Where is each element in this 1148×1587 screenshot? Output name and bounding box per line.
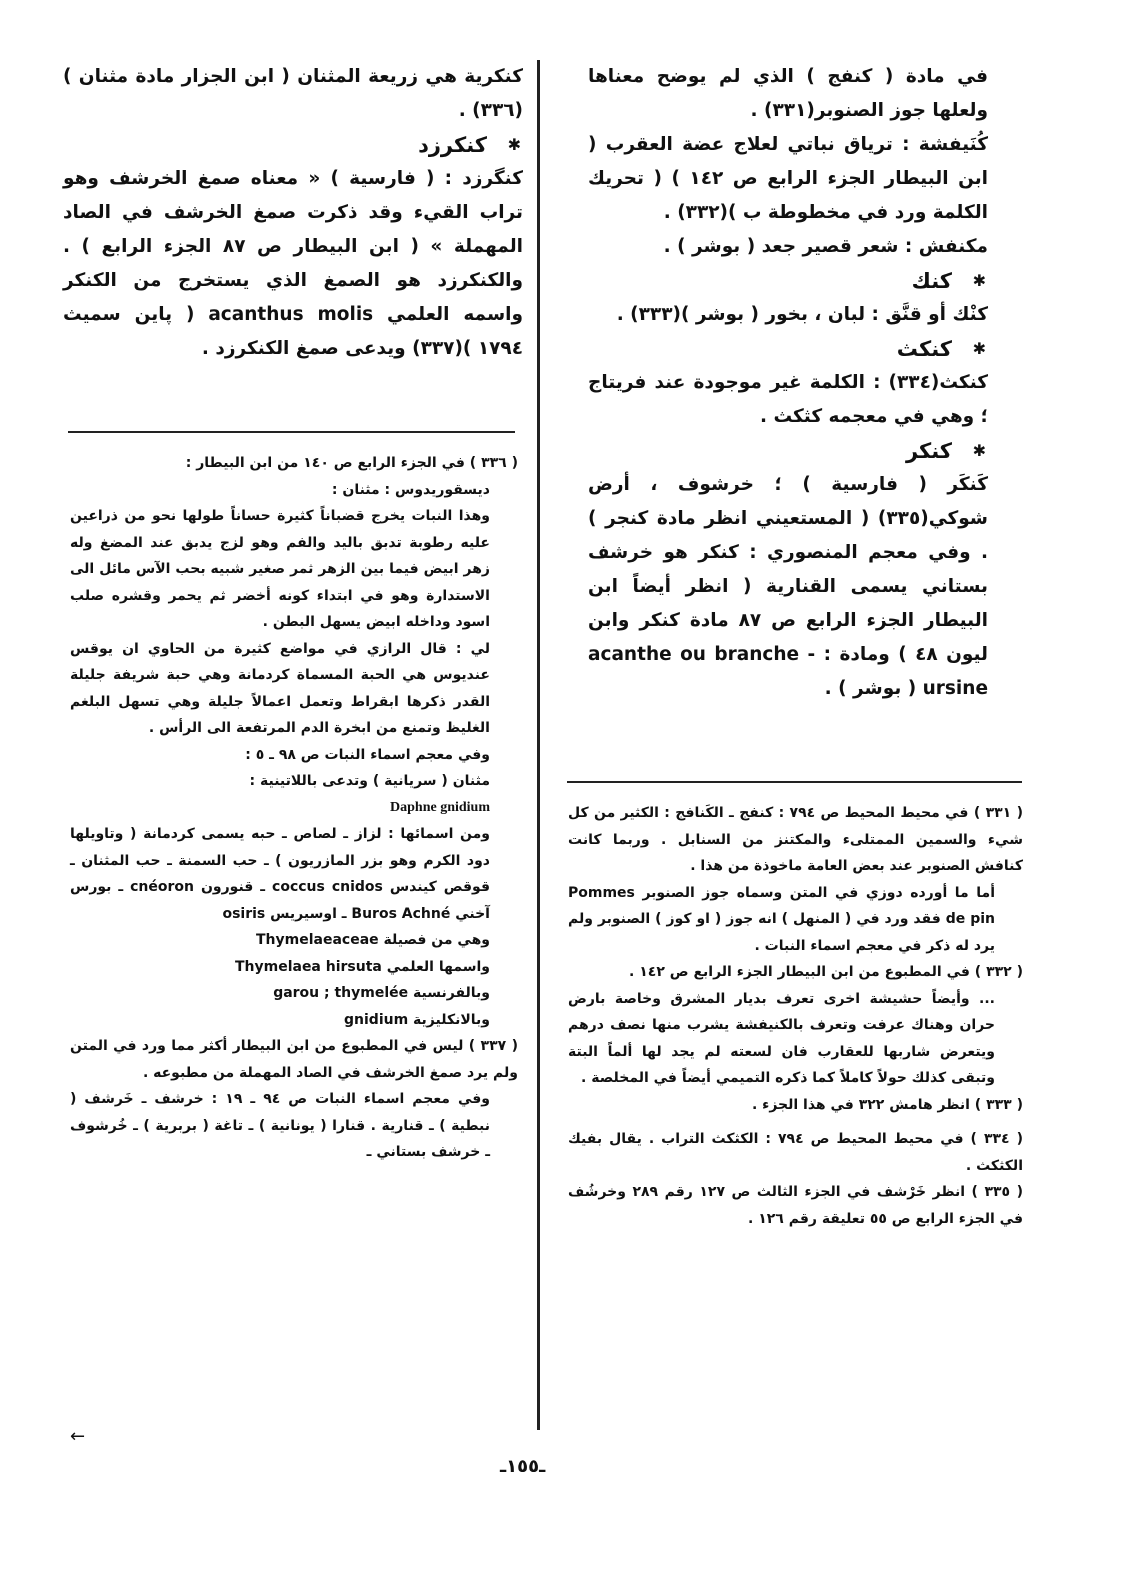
left-footnote-line: وفي معجم اسماء النبات ص ٩٤ ـ ١٩ : خرشف ـ خَرشف ( نبطية ) ـ قنارية . قنارا ( يونانية ) ـ تاغة ( بربرية ) ـ خُرشوف ـ خرشف بستاني ـ — [70, 1091, 490, 1160]
right-column — [588, 60, 988, 706]
right-footnote-line: أما ما أورده دوزي في المتن وسماه جوز الصنوبر Pommes de pin فقد ورد في ( المنهل ) انه جوز ( او كوز ) الصنوبر ولم يرد له ذكر في معجم اسماء النبات . — [568, 884, 995, 954]
right-footnote-line: ( ٣٣٤ ) في محيط المحيط ص ٧٩٤ : الكثكث التراب . يقال بفيك الكثكث . — [568, 1131, 1023, 1174]
left-footnote-line: وبالفرنسية garou ; thymelée — [273, 985, 490, 1001]
footnote-rule-right — [567, 781, 1022, 783]
right-footnote-line: ... وأيضاً حشيشة اخرى تعرف بديار المشرق وخاصة بارض حران وهناك عرفت وتعرف بالكنيفشة يشرب منها نصف درهم ويتعرض شاربها للعقارب فان لسعته لم يجد لها ألماً البتة وتبقى كذلك حولاً كاملاً كما ذكره التميمي أيضاً في المخلصة . — [568, 990, 995, 1086]
right-paragraph: في مادة ( كنفج ) الذي لم يوضح معناها ولعلها جوز الصنوبر(٣٣١) . — [588, 66, 988, 121]
left-footnote-line: واسمها العلمي Thymelaea hirsuta — [234, 958, 490, 975]
left-paragraph: كنگرزد : ( فارسية ) « معناه صمغ الخرشف وهو تراب القيء وقد ذكرت صمغ الخرشف في الصاد المهملة » ( ابن البيطار ص ٨٧ الجزء الرابع ) . والكنكرزد هو الصمغ الذي يستخرج من الكنكر واسمه العلمي acanthus molis ( پاين سميث ١٧٩٤ )(٣٣٧) ويدعى صمغ الكنكرزد . — [63, 168, 523, 359]
right-paragraph: كنكث(٣٣٤) : الكلمة غير موجودة عند فريتاج ؛ وهي في معجمه كثكث . — [588, 372, 988, 427]
right-footnote-line: ( ٣٣٣ ) انظر هامش ٣٢٢ في هذا الجزء . — [751, 1096, 1023, 1113]
footnote-rule-left — [68, 431, 515, 433]
right-paragraph: مكنفش : شعر قصير جعد ( بوشر ) . — [663, 236, 988, 257]
right-entry-heading: ✱ كنكر — [588, 434, 988, 468]
continuation-arrow: ← — [70, 1426, 86, 1447]
right-entry-heading: ✱ كنك — [588, 264, 988, 298]
column-divider — [537, 60, 540, 1430]
left-paragraph: كنكرية هي زريعة المثنان ( ابن الجزار مادة مثنان )(٣٣٦) . — [63, 66, 523, 121]
left-footnote-line: وبالانكليزية gnidium — [344, 1011, 490, 1028]
left-footnote-line: ومن اسمائها : لزاز ـ لصاص ـ حبه يسمى كردمانة ( وتاويلها دود الكرم وهو بزر المازريون ) ـ حب السمنة ـ حب المثنان ـ قوقص كيندس coccus cnidos ـ قنورون cnéoron ـ بورس آخني Buros Achné ـ اوسيريس osiris — [70, 826, 490, 922]
footnotes-right — [568, 800, 1023, 1232]
right-paragraph: كنْك أو قنَّق : لبان ، بخور ( بوشر )(٣٣٣) . — [616, 304, 988, 325]
left-footnote-line: ( ٣٣٧ ) ليس في المطبوع من ابن البيطار أكثر مما ورد في المتن ولم يرد صمغ الخرشف في الصاد المهملة من مطبوعه . — [70, 1038, 518, 1081]
right-footnote-line: ( ٣٣٥ ) انظر خَرْشف في الجزء الثالث ص ١٢٧ رقم ٢٨٩ وخرشُف في الجزء الرابع ص ٥٥ تعليقة رقم ١٢٦ . — [568, 1184, 1024, 1227]
page-number: ـ١٥٥ـ — [500, 1456, 546, 1477]
right-paragraph: كُنَيفشة : ترياق نباتي لعلاج عضة العقرب ( ابن البيطار الجزء الرابع ص ١٤٢ ) ( تحريك الكلمة ورد في مخطوطة ب )(٣٣٢) . — [588, 134, 989, 223]
left-footnote-line: لي : قال الرازي في مواضع كثيرة من الحاوي ان يوقس عنديوس هي الحبة المسماة كردمانة وهي حبة شريفة جليلة القدر ذكرها ابقراط وتعمل اعمالاً جليلة وهي تسهل البلغم الغليظ وتمنع من ابخرة الدم المرتفعة الى الرأس . — [70, 640, 490, 736]
left-footnote-line: وهذا النبات يخرج قضباناً كثيرة حساناً طولها نحو من ذراعين عليه رطوبة تدبق باليد والفم وهو لزج يدبق عند المضغ وله زهر ابيض فيما بين الزهر ثمر صغير شبيه بحب الآس مائل الى الاستدارة وهو في ابتداء كونه أخضر ثم يحمر وقشره صلب اسود وداخله ابيض يسهل البطن . — [70, 508, 490, 630]
right-entry-heading: ✱ كنكث — [588, 332, 988, 366]
left-footnote-line: وفي معجم اسماء النبات ص ٩٨ ـ ٥ : — [245, 746, 490, 763]
left-footnote-line: وهي من فصيلة Thymelaeaceae — [256, 932, 490, 948]
right-paragraph: كَنكَر ( فارسية ) ؛ خرشوف ، أرض شوكي(٣٣٥) ( المستعيني انظر مادة كنجر ) . وفي معجم المنصوري : كنكر هو خرشف بستاني يسمى القنارية ( انظر أيضاً ابن البيطار الجزء الرابع ص ٨٧ مادة كنكر وابن ليون ٤٨ ) ومادة : acanthe ou branche - ursine ( بوشر ) . — [588, 474, 988, 699]
right-footnote-line: ( ٣٣١ ) في محيط المحيط ص ٧٩٤ : كنفج ـ الكَنافج : الكثير من كل شيء والسمين الممتلىء والمكتنز من السنابل . وربما كانت كنافش الصنوبر عند بعض العامة ماخوذة من هذا . — [568, 805, 1023, 874]
left-footnote-line: ديسقوريدوس : مثنان : — [331, 481, 490, 498]
left-footnote-line: Daphne gnidium — [390, 799, 490, 815]
left-footnote-line: ( ٣٣٦ ) في الجزء الرابع ص ١٤٠ من ابن البيطار : — [185, 455, 518, 471]
right-footnote-line: ( ٣٣٢ ) في المطبوع من ابن البيطار الجزء الرابع ص ١٤٢ . — [629, 964, 1023, 980]
left-column — [63, 60, 523, 366]
footnotes-left — [70, 450, 518, 1166]
left-footnote-line: مثنان ( سريانية ) وتدعى باللاتينية : — [249, 773, 490, 789]
left-entry-heading: ✱ كنكرزد — [63, 128, 523, 162]
